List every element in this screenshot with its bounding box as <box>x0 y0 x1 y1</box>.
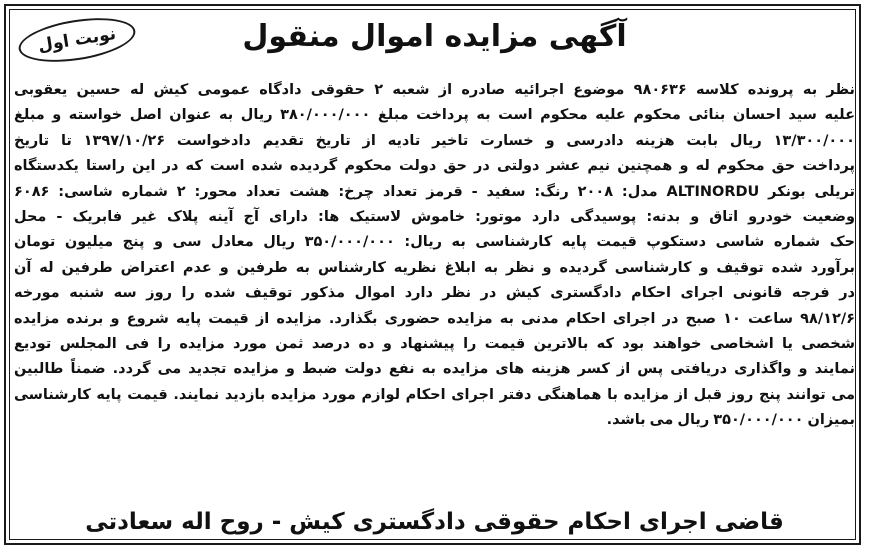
body-line: حک شماره شاسی دستکوپ قیمت پایه کارشناسی به ریال: ۳۵۰/۰۰۰/۰۰۰ ریال معادل سی و پنج میلیون تومان <box>14 234 855 251</box>
body-line: می توانند پنج روز قبل از مزایده با هماهنگی دفتر اجرای احکام لوازم مورد مزایده بازدید نمایند. قیمت پایه کارشناسی <box>14 386 855 403</box>
body-line: بمیزان ۳۵۰/۰۰۰/۰۰۰ ریال می باشد. <box>606 412 855 429</box>
body-line: ۹۸/۱۲/۶ ساعت ۱۰ صبح در اجرای احکام مدنی به مزایده حضوری بگذارد. مزایده از قیمت پایه شروع و برنده مزایده <box>14 310 855 327</box>
body-line: نمایند و واگذاری دریافتی پس از کسر هزینه های مزایده به نفع دولت ضبط و مزایده تجدید می گردد. ضمناً طالبین <box>14 361 855 378</box>
body-line: علیه سید احسان بنائی محکوم علیه محکوم است به پرداخت مبلغ ۳۸۰/۰۰۰/۰۰۰ ریال به عنوان اصل خواسته و مبلغ <box>14 107 855 124</box>
body-line: نظر به پرونده کلاسه ۹۸۰۶۳۶ موضوع اجرائیه صادره از شعبه ۲ حقوقی دادگاه عمومی کیش له حسین یعقوبی <box>14 82 855 98</box>
body-line: وضعیت خودرو اتاق و بدنه: پوسیدگی دارد موتور: خاموش لاستیک ها: دارای آج آینه پلاک غیر فابریک - محل <box>14 209 855 226</box>
notice-body <box>14 78 855 434</box>
body-line: پرداخت حق محکوم له و همچنین نیم عشر دولتی در حق دولت محکوم گردیده شده است که در این راستا یکدستگاه <box>14 158 855 175</box>
body-line: تریلی بونکر ALTINORDU مدل: ۲۰۰۸ رنگ: سفید - قرمز تعداد چرخ: هشت تعداد محور: ۲ شماره شاسی: ۶۰۸۶ <box>14 183 855 200</box>
badge-label: نوبت اول <box>36 23 118 57</box>
body-line: شخصی یا اشخاصی خواهند بود که بالاترین قیمت را پیشنهاد و ده درصد ثمن مورد مزایده را فی المجلس تودیع <box>14 336 855 353</box>
body-line: در فرجه قانونی اجرای احکام دادگستری کیش در نظر دارد اموال مذکور توقیف شده را روز سه شنبه مورخه <box>14 285 855 302</box>
body-line: برآورد شده توقیف و کارشناسی گردیده و نظر به ابلاغ نظریه کارشناس به طرفین و عدم اعتراض طرفین له آن <box>14 259 855 276</box>
signature-line: قاضی اجرای احکام حقوقی دادگستری کیش - روح اله سعادتی <box>85 509 784 535</box>
notice-title: آگهی مزایده اموال منقول <box>242 19 627 54</box>
body-line: ۱۳/۳۰۰/۰۰۰ ریال بابت هزینه دادرسی و خسارت تاخیر تادیه از تاریخ تقدیم دادخواست ۱۳۹۷/۱۰/۲۶ تا تاریخ <box>14 132 855 149</box>
